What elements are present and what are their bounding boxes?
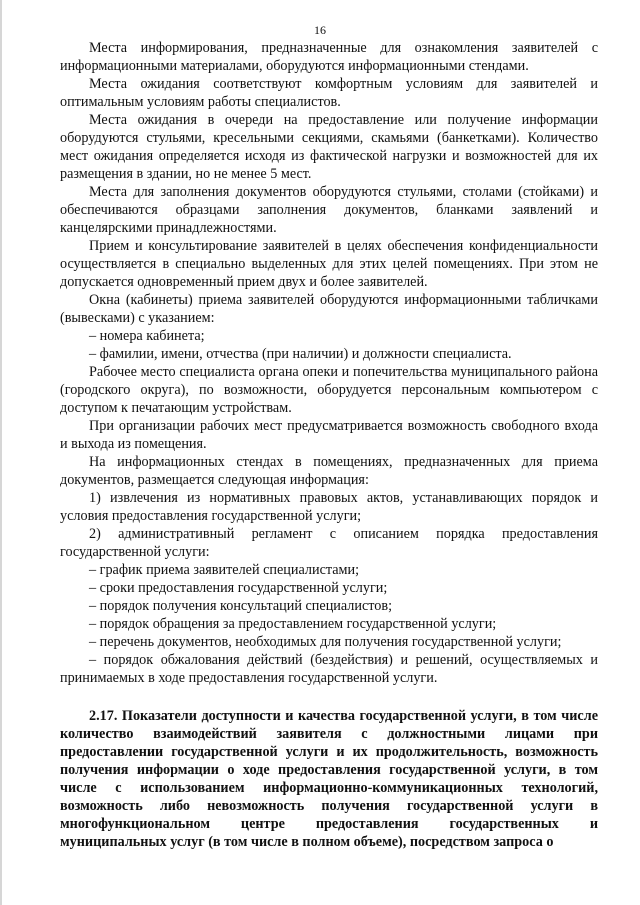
list-item: – порядок обращения за предоставлением государственной услуги; xyxy=(89,616,497,632)
document-body xyxy=(60,39,598,851)
list-item: 1) извлечения из нормативных правовых актов, устанавливающих порядок и условия предоставления государственной услуги; xyxy=(60,490,598,524)
paragraph: Рабочее место специалиста органа опеки и попечительства муниципального района (городского округа), по возможности, оборудуется персональным компьютером с доступом к печатающим устройствам. xyxy=(60,364,598,416)
paragraph: На информационных стендах в помещениях, предназначенных для приема документов, размещается следующая информация: xyxy=(60,454,598,488)
list-item: – график приема заявителей специалистами; xyxy=(89,562,360,578)
paragraph: Места информирования, предназначенные для ознакомления заявителей с информационными материалами, оборудуются информационными стендами. xyxy=(60,40,598,74)
section-heading: 2.17. Показатели доступности и качества государственной услуги, в том числе количество взаимодействий заявителя с должностными лицами при предоставлении государственной услуги и их продолжительность, возможность получения информации о ходе предоставления государственной услуги, в том числе с использованием информационно-коммуникационных технологий, возможность либо невозможность получения государственной услуги в многофункциональном центре предоставления государственных и муниципальных услуг (в том числе в полном объеме), посредством запроса о xyxy=(60,708,598,850)
paragraph: Окна (кабинеты) приема заявителей оборудуются информационными табличками (вывесками) с указанием: xyxy=(60,292,598,326)
scan-edge xyxy=(0,0,2,905)
list-item: – перечень документов, необходимых для получения государственной услуги; xyxy=(89,634,562,650)
list-item: 2) административный регламент с описанием порядка предоставления государственной услуги: xyxy=(60,526,598,560)
list-item: – фамилии, имени, отчества (при наличии) и должности специалиста. xyxy=(89,346,512,362)
paragraph: Места для заполнения документов оборудуются стульями, столами (стойками) и обеспечиваются образцами заполнения документов, бланками заявлений и канцелярскими принадлежностями. xyxy=(60,184,598,236)
paragraph: При организации рабочих мест предусматривается возможность свободного входа и выхода из помещения. xyxy=(60,418,598,452)
paragraph: Прием и консультирование заявителей в целях обеспечения конфиденциальности осуществляется в специально выделенных для этих целей помещениях. При этом не допускается одновременный прием двух и более заявителей. xyxy=(60,238,598,290)
list-item: – порядок получения консультаций специалистов; xyxy=(89,598,393,614)
list-item: – сроки предоставления государственной услуги; xyxy=(89,580,388,596)
page-number: 16 xyxy=(314,23,326,37)
list-item: – порядок обжалования действий (бездействия) и решений, осуществляемых и принимаемых в ходе предоставления государственной услуги. xyxy=(60,652,598,686)
paragraph: Места ожидания в очереди на предоставление или получение информации оборудуются стульями, кресельными секциями, скамьями (банкетками). Количество мест ожидания определяется исходя из фактической нагрузки и возможностей для их размещения в здании, но не менее 5 мест. xyxy=(60,112,598,182)
list-item: – номера кабинета; xyxy=(89,328,205,344)
paragraph: Места ожидания соответствуют комфортным условиям для заявителей и оптимальным условиям работы специалистов. xyxy=(60,76,598,110)
